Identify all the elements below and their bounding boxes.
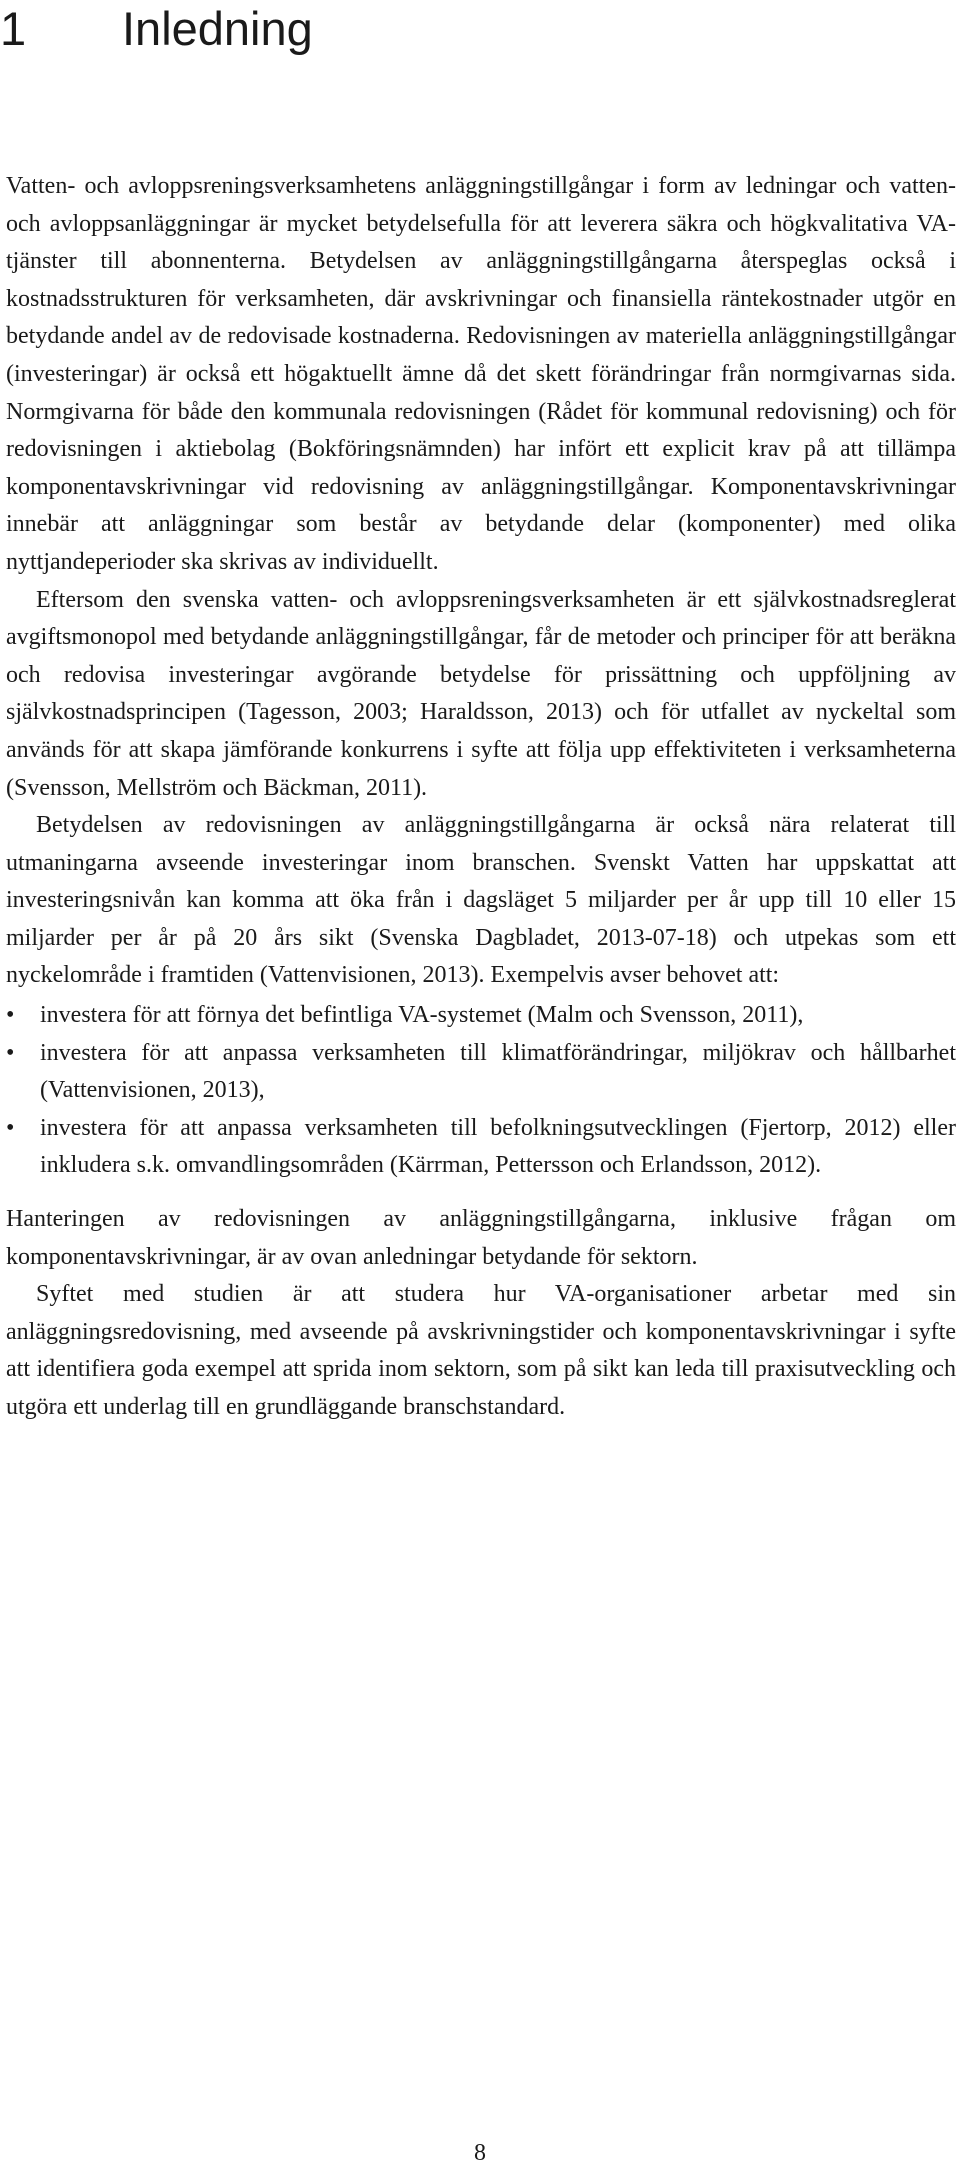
list-item-text: investera för att anpassa verksamheten till klimatförändringar, miljökrav och hållbarhet (Vattenvisionen, 2013), <box>40 1039 956 1104</box>
chapter-number: 1 <box>0 2 27 55</box>
chapter-title: Inledning <box>122 2 313 55</box>
body-text <box>6 168 956 1427</box>
paragraph-intro: Vatten- och avloppsreningsverksamhetens anläggningstillgångar i form av ledningar och vatten- och avloppsanläggningar är mycket betydelsefulla för att leverera säkra och högkvalitativa VA-tjänster till abonnenterna. Betydelsen av anläggningstillgångarna återspeglas också i kostnadsstrukturen för verksamheten, där avskrivningar och finansiella räntekostnader utgör en betydande andel av de redovisade kostnaderna. Redovisningen av materiella anläggningstillgångar (investeringar) är också ett högaktuellt ämne då det skett förändringar från normgivarnas sida. Normgivarna för både den kommunala redovisningen (Rådet för kommunal redovisning) och för redovisningen i aktiebolag (Bokföringsnämnden) har infört ett explicit krav på att tillämpa komponentavskrivningar vid redovisning av anläggningstillgångar. Komponentavskrivningar innebär att anläggningar som består av betydande delar (komponenter) med olika nyttjandeperioder ska skrivas av individuellt. <box>6 173 956 575</box>
list-item-text: investera för att förnya det befintliga VA-systemet (Malm och Svensson, 2011), <box>40 1002 804 1029</box>
paragraph-purpose: Syftet med studien är att studera hur VA-organisationer arbetar med sin anläggningsredovisning, med avseende på avskrivningstider och komponentavskrivningar i syfte att identifiera goda exempel att sprida inom sektorn, som på sikt kan leda till praxisutveckling och utgöra ett underlag till en grundläggande branschstandard. <box>6 1281 956 1420</box>
list-item <box>6 1110 956 1185</box>
bullet-icon: • <box>6 1002 15 1029</box>
paragraph-handling: Hanteringen av redovisningen av anläggningstillgångarna, inklusive frågan om komponentavskrivningar, är av ovan anledningar betydande för sektorn. <box>6 1206 956 1270</box>
paragraph-self-cost: Eftersom den svenska vatten- och avloppsreningsverksamheten är ett självkostnadsreglerat avgiftsmonopol med betydande anläggningstillgångar, får de metoder och principer för att beräkna och redovisa investeringar avgörande betydelse för prissättning och uppföljning av självkostnadsprincipen (Tagesson, 2003; Haraldsson, 2013) och för utfallet av nyckeltal som används för att skapa jämförande konkurrens i syfte att följa upp effektiviteten i verksamheterna (Svensson, Mellström och Bäckman, 2011). <box>6 586 956 801</box>
page-number: 8 <box>474 2140 486 2166</box>
paragraph-investments: Betydelsen av redovisningen av anläggningstillgångarna är också nära relaterat till utmaningarna avseende investeringar inom branschen. Svenskt Vatten har uppskattat att investeringsnivån kan komma att öka från i dagsläget 5 miljarder per år upp till 10 eller 15 miljarder per år på 20 års sikt (Svenska Dagbladet, 2013-07-18) och utpekas som ett nyckelområde i framtiden (Vattenvisionen, 2013). Exempelvis avser behovet att: <box>6 812 956 989</box>
list-item <box>6 997 956 1035</box>
list-item-text: investera för att anpassa verksamheten till befolkningsutvecklingen (Fjertorp, 2012) eller inkludera s.k. omvandlingsområden (Kärrman, Pettersson och Erlandsson, 2012). <box>40 1114 956 1179</box>
bullet-icon: • <box>6 1114 15 1141</box>
list-item <box>6 1035 956 1110</box>
bullet-icon: • <box>6 1039 15 1066</box>
bullet-list <box>6 997 956 1185</box>
chapter-heading <box>0 4 313 54</box>
